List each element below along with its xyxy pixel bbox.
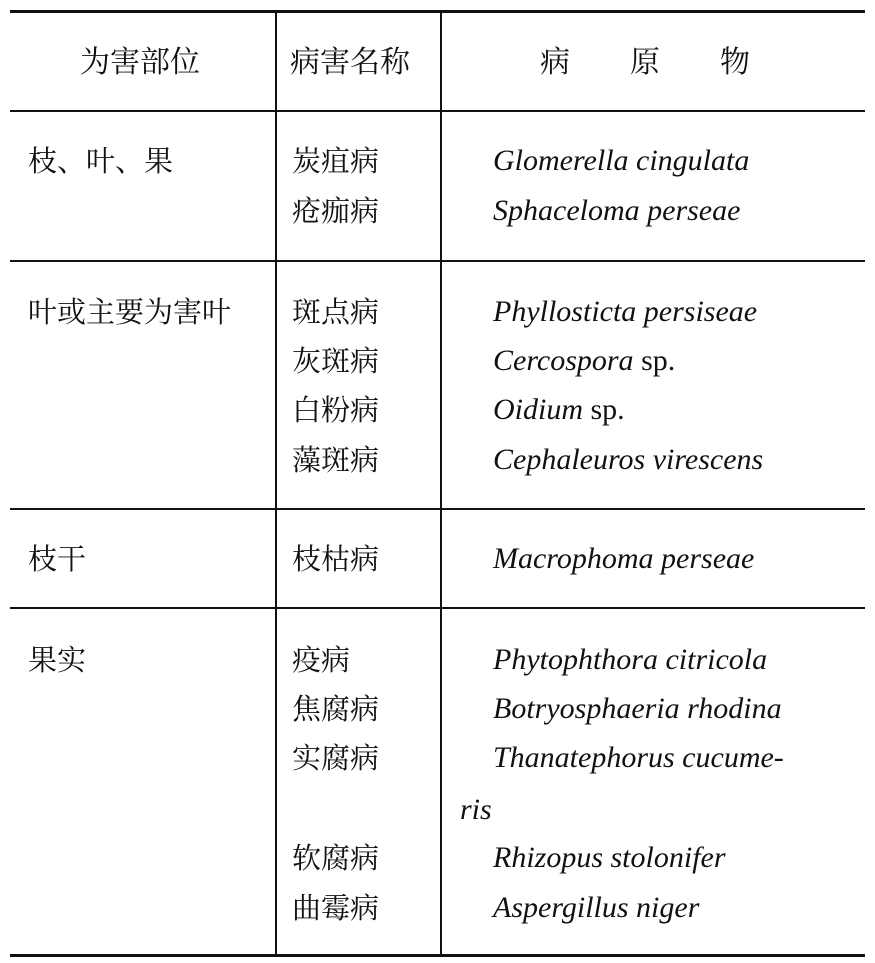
pathogen-name: Aspergillus niger [493, 891, 700, 924]
pathogen-name-continuation: ris [460, 793, 492, 826]
disease-name: 疮痂病 [292, 194, 380, 228]
column-divider [440, 12, 442, 955]
pathogen-name: Cephaleuros virescens [493, 443, 764, 476]
pathogen-name: Phyllosticta persiseae [493, 295, 758, 328]
disease-name: 实腐病 [292, 741, 380, 775]
pathogen-name: Thanatephorus cucume- [493, 741, 784, 774]
header-disease: 病害名称 [290, 45, 410, 80]
disease-name: 焦腐病 [292, 692, 380, 726]
disease-name: 疫病 [292, 643, 351, 677]
pathogen-name: Macrophoma perseae [493, 542, 755, 575]
pathogen-name: Oidium sp. [493, 393, 625, 426]
group-divider [10, 508, 865, 510]
affected-part: 枝干 [28, 542, 87, 576]
header-bottom-rule [10, 110, 865, 112]
pathogen-name: Botryosphaeria rhodina [493, 692, 782, 725]
group-divider [10, 260, 865, 262]
disease-name: 灰斑病 [292, 344, 380, 378]
disease-name: 枝枯病 [292, 542, 380, 576]
pathogen-name: Phytophthora citricola [493, 643, 768, 676]
disease-name: 软腐病 [292, 841, 380, 875]
pathogen-name: Glomerella cingulata [493, 144, 750, 177]
group-divider [10, 607, 865, 609]
table-bottom-rule [10, 954, 865, 957]
disease-name: 藻斑病 [292, 443, 380, 477]
disease-name: 炭疽病 [292, 144, 380, 178]
pathogen-name: Sphaceloma perseae [493, 194, 741, 227]
disease-name: 白粉病 [292, 393, 380, 427]
table-top-rule [10, 10, 865, 13]
header-part: 为害部位 [80, 45, 200, 80]
disease-name: 曲霉病 [292, 891, 380, 925]
column-divider [275, 12, 277, 955]
affected-part: 枝、叶、果 [28, 144, 174, 178]
pathogen-name: Rhizopus stolonifer [493, 841, 726, 874]
pathogen-name: Cercospora sp. [493, 344, 676, 377]
affected-part: 叶或主要为害叶 [28, 295, 232, 329]
affected-part: 果实 [28, 643, 87, 677]
disease-name: 斑点病 [292, 295, 380, 329]
header-pathogen: 病 原 物 [540, 45, 750, 80]
